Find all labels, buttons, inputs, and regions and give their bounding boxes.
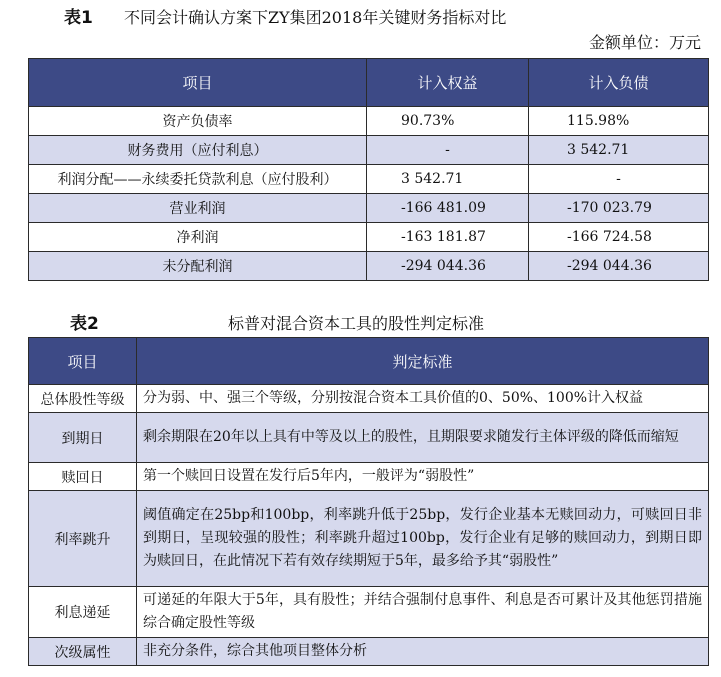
table1-header-equity: 计入权益 [367,59,529,107]
table1-caption [64,8,506,28]
table-row [29,223,709,252]
row-criterion: 第一个赎回日设置在发行后5年内，一般评为“弱股性” [137,463,709,491]
row-criterion: 阈值确定在25bp和100bp，利率跳升低于25bp，发行企业基本无赎回动力，可赎回日非到期日，呈现较强的股性；利率跳升超过100bp，发行企业有足够的赎回动力，到期日即为赎回日，在此情况下若有效存续期短于5年，最多给予其“弱股性” [137,491,709,587]
row-item: 净利润 [29,223,367,252]
row-equity: - [367,136,529,165]
row-liability: -294 044.36 [529,252,709,281]
table2-caption-number: 表2 [70,314,99,334]
table-row [29,165,709,194]
row-item: 次级属性 [29,638,137,666]
table2-caption-title: 标普对混合资本工具的股性判定标准 [227,314,484,333]
row-item: 利率跳升 [29,491,137,587]
table-row [29,194,709,223]
row-item: 总体股性等级 [29,385,137,413]
table2-header-item: 项目 [29,338,137,385]
row-liability: -166 724.58 [529,223,709,252]
row-item: 资产负债率 [29,107,367,136]
table1-header-item: 项目 [29,59,367,107]
row-item: 利润分配——永续委托贷款利息（应付股利） [29,165,367,194]
table1-caption-number: 表1 [64,8,93,28]
table-row [29,107,709,136]
table2-header-criterion: 判定标准 [137,338,709,385]
row-equity: 90.73% [367,107,529,136]
table2 [28,337,709,666]
table-row [29,252,709,281]
row-item: 财务费用（应付利息） [29,136,367,165]
row-item: 营业利润 [29,194,367,223]
row-liability: 115.98% [529,107,709,136]
row-equity: -163 181.87 [367,223,529,252]
row-item: 利息递延 [29,587,137,638]
table1-caption-title: 不同会计确认方案下ZY集团2018年关键财务指标对比 [123,8,507,27]
table-row [29,638,709,666]
table1-header-row [29,59,709,107]
table1-unit: 金额单位：万元 [588,33,701,52]
row-liability: -170 023.79 [529,194,709,223]
table-row [29,385,709,413]
row-criterion: 分为弱、中、强三个等级，分别按混合资本工具价值的0、50%、100%计入权益 [137,385,709,413]
table2-caption [70,314,484,334]
row-liability: 3 542.71 [529,136,709,165]
table2-header-row [29,338,709,385]
table-row [29,413,709,463]
row-item: 赎回日 [29,463,137,491]
table1 [28,58,709,281]
row-equity: -294 044.36 [367,252,529,281]
table-row [29,136,709,165]
row-liability: - [529,165,709,194]
row-criterion: 非充分条件，综合其他项目整体分析 [137,638,709,666]
row-equity: 3 542.71 [367,165,529,194]
table-row [29,463,709,491]
row-criterion: 可递延的年限大于5年，具有股性；并结合强制付息事件、利息是否可累计及其他惩罚措施综合确定股性等级 [137,587,709,638]
row-item: 未分配利润 [29,252,367,281]
table-row [29,491,709,587]
table1-header-liability: 计入负债 [529,59,709,107]
row-equity: -166 481.09 [367,194,529,223]
row-criterion: 剩余期限在20年以上具有中等及以上的股性，且期限要求随发行主体评级的降低而缩短 [137,413,709,463]
table-row [29,587,709,638]
row-item: 到期日 [29,413,137,463]
